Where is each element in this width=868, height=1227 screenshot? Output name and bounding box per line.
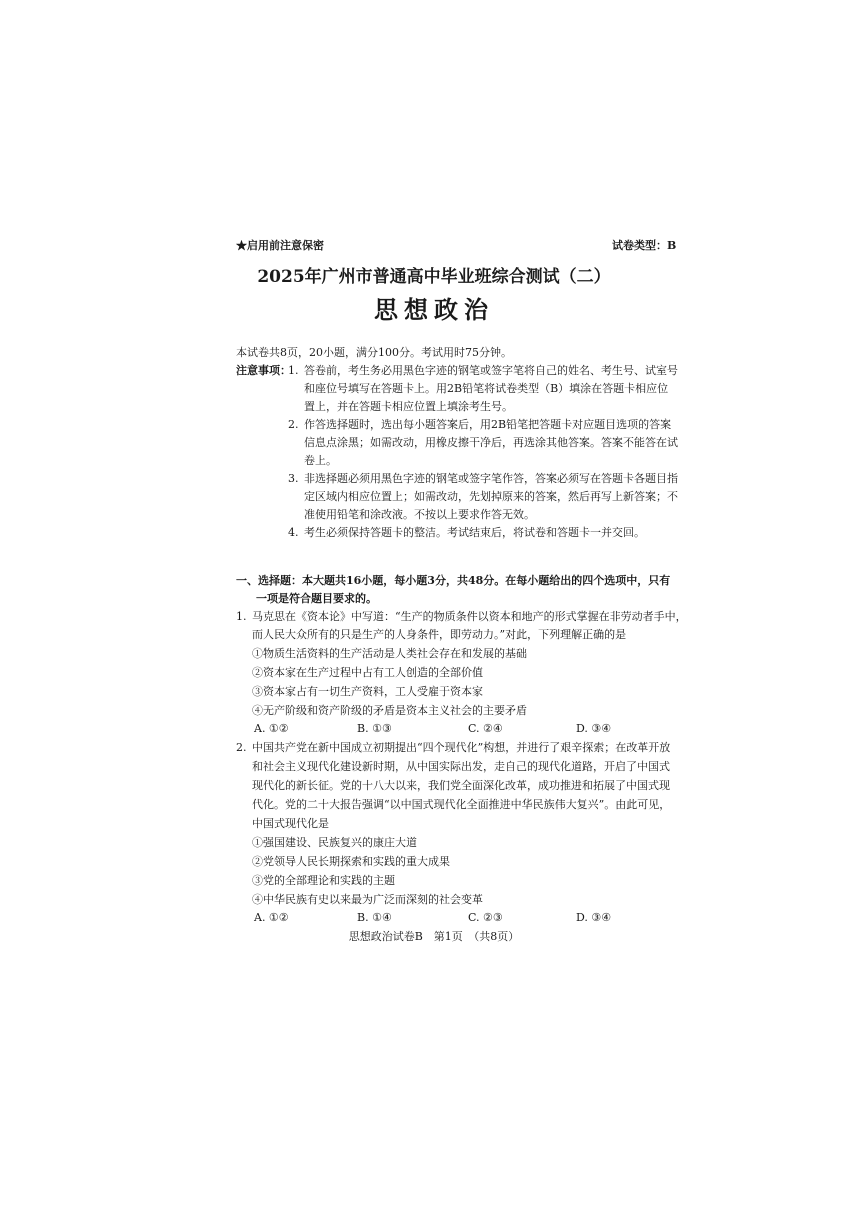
answer-option-c: C. ②④	[468, 722, 503, 735]
question-stem: 中国共产党在新中国成立初期提出“四个现代化”构想，并进行了艰辛探索；在改革开放	[252, 741, 671, 754]
question-stem: 而人民大众所有的只是生产的人身条件，即劳动力。”对此，下列理解正确的是	[252, 628, 627, 641]
note-number: 3.	[288, 472, 299, 485]
statement-item: ④无产阶级和资产阶级的矛盾是资本主义社会的主要矛盾	[252, 704, 527, 717]
exam-summary: 本试卷共8页，20小题，满分100分。考试用时75分钟。	[236, 346, 512, 359]
statement-item: ④中华民族有史以来最为广泛而深刻的社会变革	[252, 893, 483, 906]
note-line: 答卷前，考生务必用黑色字迹的钢笔或签字笔将自己的姓名、考生号、试室号	[304, 364, 678, 377]
note-line: 准使用铅笔和涂改液。不按以上要求作答无效。	[304, 508, 535, 521]
statement-item: ③资本家占有一切生产资料，工人受雇于资本家	[252, 685, 483, 698]
notes-label: 注意事项：	[236, 364, 291, 377]
note-line: 非选择题必须用黑色字迹的钢笔或签字笔作答，答案必须写在答题卡各题目指	[304, 472, 678, 485]
page-footer: 思想政治试卷B 第1页 （共8页）	[348, 930, 520, 943]
note-line: 考生必须保持答题卡的整洁。考试结束后，将试卷和答题卡一并交回。	[304, 526, 645, 539]
subject-title: 思想政治	[374, 296, 494, 324]
statement-item: ③党的全部理论和实践的主题	[252, 874, 395, 887]
answer-option-b: B. ①④	[357, 911, 392, 924]
note-number: 2.	[288, 418, 299, 431]
statement-item: ②资本家在生产过程中占有工人创造的全部价值	[252, 666, 483, 679]
paper-type: 试卷类型：B	[612, 239, 677, 252]
answer-option-c: C. ②③	[468, 911, 503, 924]
note-line: 置上，并在答题卡相应位置上填涂考生号。	[304, 400, 513, 413]
question-number: 1.	[236, 610, 247, 623]
question-number: 2.	[236, 741, 247, 754]
note-number: 4.	[288, 526, 299, 539]
note-line: 和座位号填写在答题卡上。用2B铅笔将试卷类型（B）填涂在答题卡相应位	[304, 382, 669, 395]
confidential-notice: ★启用前注意保密	[236, 239, 324, 252]
question-stem: 和社会主义现代化建设新时期，从中国实际出发，走自己的现代化道路，开启了中国式	[252, 760, 670, 773]
note-line: 卷上。	[304, 454, 337, 467]
note-line: 作答选择题时，选出每小题答案后，用2B铅笔把答题卡对应题目选项的答案	[304, 418, 672, 431]
section-heading: 一、选择题：本大题共16小题，每小题3分，共48分。在每小题给出的四个选项中，只有	[236, 574, 671, 587]
question-stem: 中国式现代化是	[252, 817, 329, 830]
statement-item: ①物质生活资料的生产活动是人类社会存在和发展的基础	[252, 647, 527, 660]
answer-option-d: D. ③④	[576, 911, 612, 924]
note-line: 信息点涂黑；如需改动，用橡皮擦干净后，再选涂其他答案。答案不能答在试	[304, 436, 678, 449]
answer-option-a: A. ①②	[254, 722, 289, 735]
answer-option-b: B. ①③	[357, 722, 392, 735]
question-stem: 现代化的新长征。党的十八大以来，我们党全面深化改革，成功推进和拓展了中国式现	[252, 779, 670, 792]
answer-option-d: D. ③④	[576, 722, 612, 735]
statement-item: ①强国建设、民族复兴的康庄大道	[252, 836, 417, 849]
answer-option-a: A. ①②	[254, 911, 289, 924]
question-stem: 代化。党的二十大报告强调“以中国式现代化全面推进中华民族伟大复兴”。由此可见，	[252, 798, 671, 811]
section-heading: 一项是符合题目要求的。	[256, 592, 377, 605]
statement-item: ②党领导人民长期探索和实践的重大成果	[252, 855, 450, 868]
exam-title: 2025年广州市普通高中毕业班综合测试（二）	[257, 267, 611, 287]
note-line: 定区域内相应位置上；如需改动，先划掉原来的答案，然后再写上新答案；不	[304, 490, 678, 503]
question-stem: 马克思在《资本论》中写道：“生产的物质条件以资本和地产的形式掌握在非劳动者手中，	[252, 610, 687, 623]
note-number: 1.	[288, 364, 299, 377]
